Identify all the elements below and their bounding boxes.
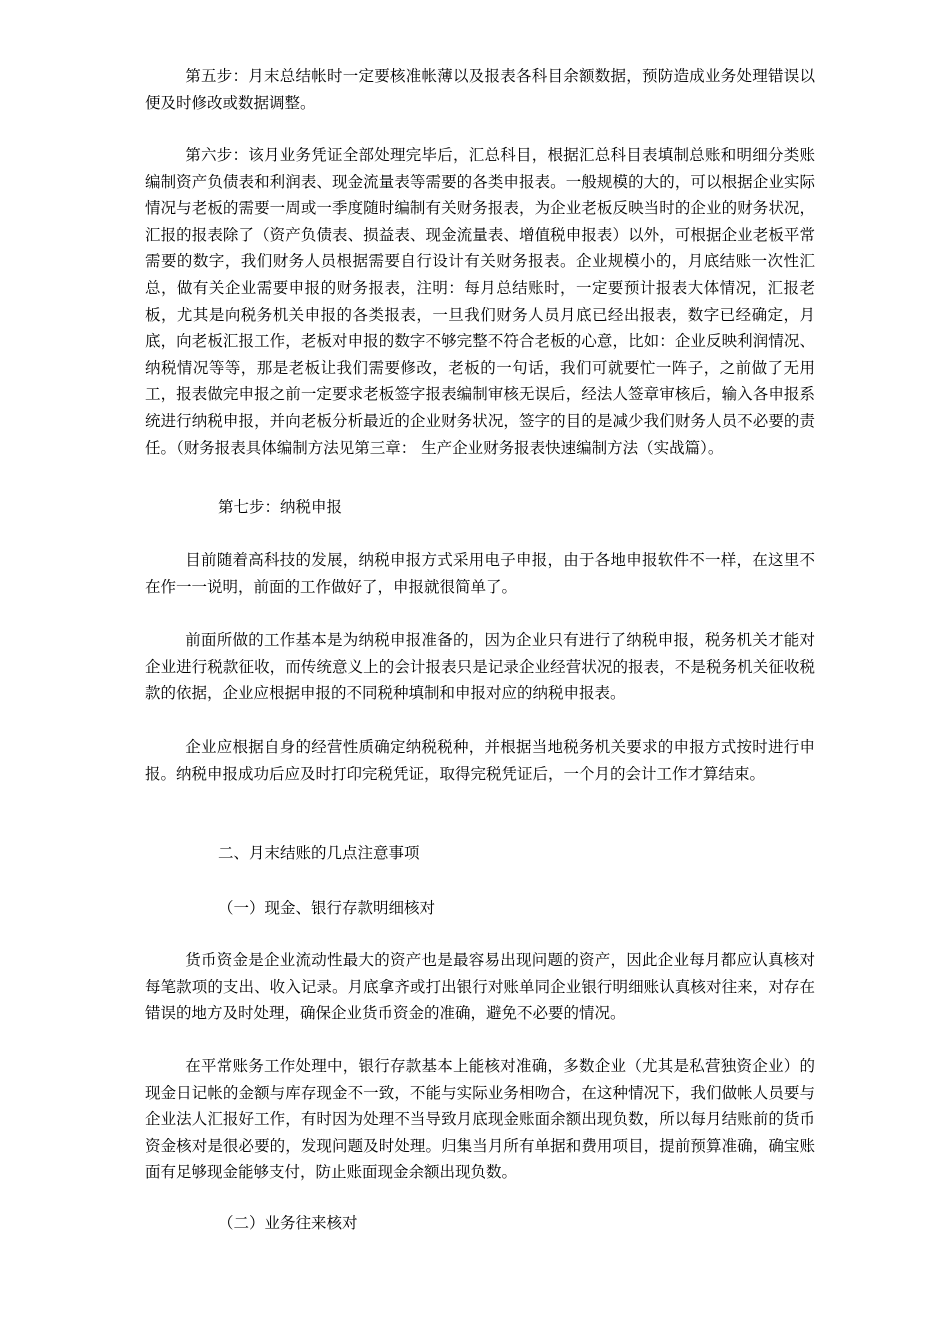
paragraph-step-6: 第六步：该月业务凭证全部处理完毕后，汇总科目，根据汇总科目表填制总账和明细分类账编制资产负债表和利润表、现金流量表等需要的各类申报表。一般规模的大的，可以根据企业实际情况与老板的需要一周或一季度随时编制有关财务报表，为企业老板反映当时的企业的财务状况，汇报的报表除了（资产负债表、损益表、现金流量表、增值税申报表）以外，可根据企业老板平常需要的数字，我们财务人员根据需要自行设计有关财务报表。企业规模小的，月底结账一次性汇总，做有关企业需要申报的财务报表，注明：每月总结账时，一定要预计报表大体情况，汇报老板，尤其是向税务机关申报的各类报表，一旦我们财务人员月底已经出报表，数字已经确定，月底，向老板汇报工作，老板对申报的数字不够完整不符合老板的心意，比如：企业反映利润情况、纳税情况等等，那是老板让我们需要修改，老板的一句话，我们可就要忙一阵子，之前做了无用工，报表做完申报之前一定要求老板签字报表编制审核无误后，经法人签章审核后，输入各申报系统进行纳税申报，并向老板分析最近的企业财务状况，签字的目的是减少我们财务人员不必要的责任。（财务报表具体编制方法见第三章： 生产企业财务报表快速编制方法（实战篇）。 [145,146,815,457]
paragraph-tax-types: 企业应根据自身的经营性质确定纳税税种，并根据当地税务机关要求的申报方式按时进行申报。纳税申报成功后应及时打印完税凭证，取得完税凭证后，一个月的会计工作才算结束。 [145,738,815,783]
paragraph-electronic-filing: 目前随着高科技的发展，纳税申报方式采用电子申报，由于各地申报软件不一样，在这里不在作一一说明，前面的工作做好了，申报就很简单了。 [145,551,815,596]
paragraph-filing-preparation: 前面所做的工作基本是为纳税申报准备的，因为企业只有进行了纳税申报，税务机关才能对企业进行税款征收，而传统意义上的会计报表只是记录企业经营状况的报表，不是税务机关征收税款的依据，企业应根据申报的不同税种填制和申报对应的纳税申报表。 [145,631,815,703]
heading-subsection-2: （二）业务往来核对 [218,1214,358,1232]
heading-step-7: 第七步：纳税申报 [218,498,343,516]
paragraph-step-5: 第五步：月末总结帐时一定要核准帐薄以及报表各科目余额数据，预防造成业务处理错误以便及时修改或数据调整。 [145,67,815,112]
heading-subsection-1: （一）现金、银行存款明细核对 [218,899,436,917]
paragraph-cash-journal: 在平常账务工作处理中，银行存款基本上能核对准确，多数企业（尤其是私营独资企业）的现金日记帐的金额与库存现金不一致，不能与实际业务相吻合，在这种情况下，我们做帐人员要与企业法人汇报好工作，有时因为处理不当导致月底现金账面余额出现负数，所以每月结账前的货币资金核对是很必要的，发现问题及时处理。归集当月所有单据和费用项目，提前预算准确，确宝账面有足够现金能够支付，防止账面现金余额出现负数。 [145,1057,815,1182]
paragraph-cash-reconciliation: 货币资金是企业流动性最大的资产也是最容易出现问题的资产，因此企业每月都应认真核对每笔款项的支出、收入记录。月底拿齐或打出银行对账单同企业银行明细账认真核对往来，对存在错误的地方及时处理，确保企业货币资金的准确，避免不必要的情况。 [145,951,815,1023]
heading-section-2: 二、月末结账的几点注意事项 [218,844,420,862]
